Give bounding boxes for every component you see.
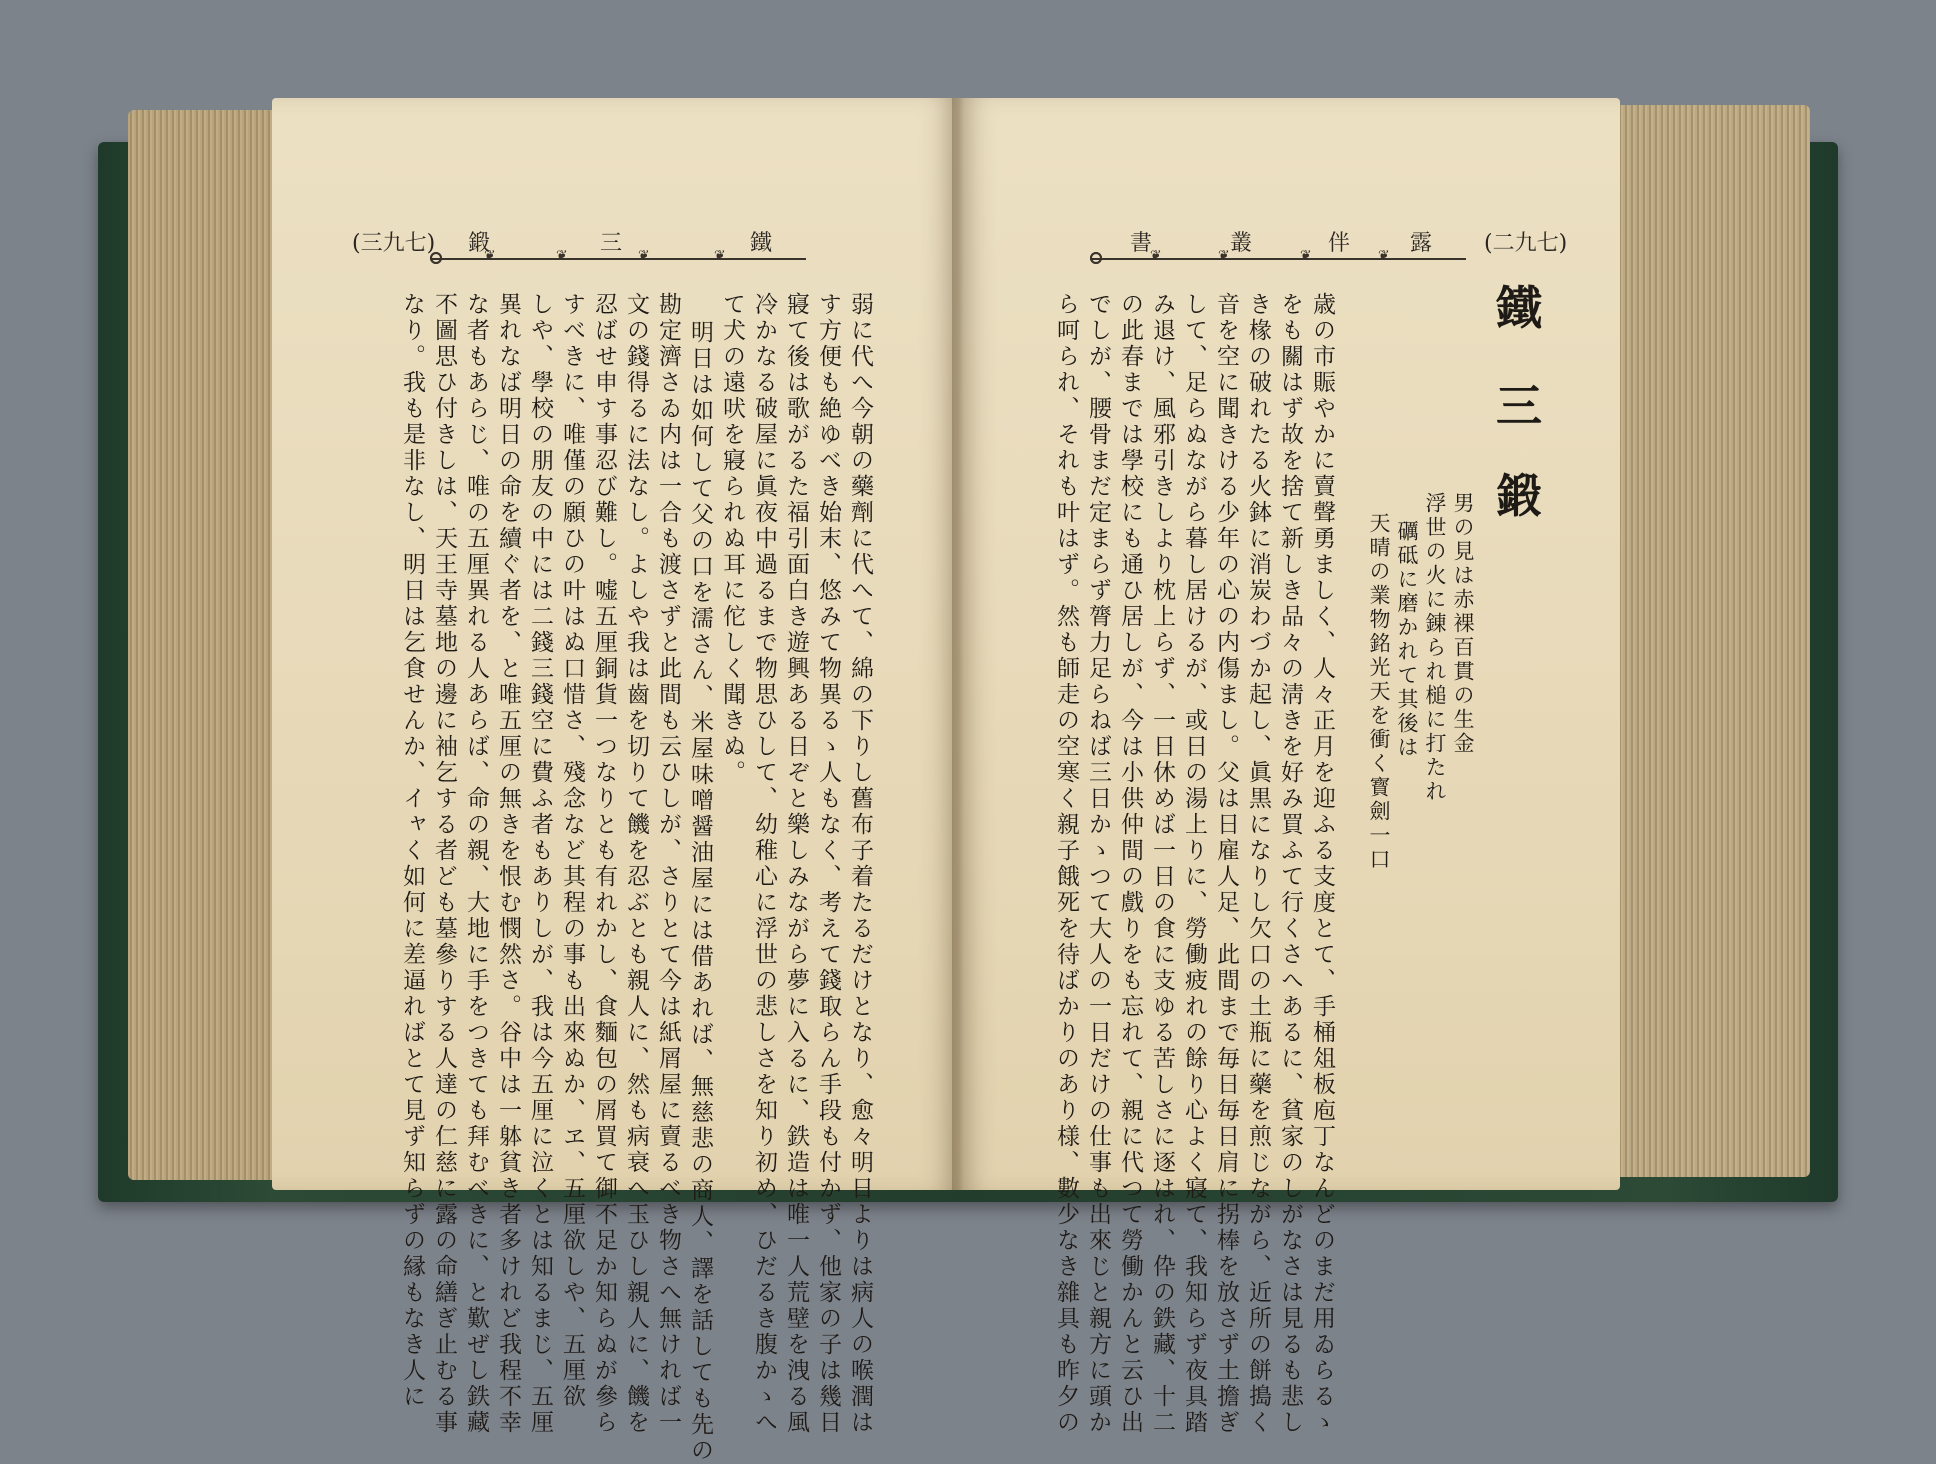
title-char: 鐵 (1496, 281, 1542, 335)
text-line: 歳の市賑やかに賣聲勇ましく、人々正月を迎ふる支度とて、手桶俎板庖丁なんどのまだ用ゐらるゝ (1309, 292, 1335, 1436)
text-line: の此春までは學校にも通ひ居しが、今は小供仲間の戲りをも忘れて、親に代つて勞働かんと云ひ出 (1117, 292, 1143, 1436)
title-char: 三 (1496, 379, 1542, 433)
text-line: 忍ばせ申す事忍び難し。嘘五厘銅貨一つなりとも有れかし、食麵包の屑買て御不足か知らぬが參ら (591, 292, 617, 1436)
text-line: しや、學校の朋友の中には二錢三錢空に費ふ者もありしが、我は今五厘に泣くとは知るまじ、五厘 (527, 292, 553, 1436)
left-page-number: (三九七) (352, 231, 436, 256)
header-ornament-icon: ❦ (1300, 248, 1312, 264)
text-line: 不圖思ひ付きしは、天王寺墓地の邊に袖乞する者ども墓參りする人達の仁慈に露の命繕ぎ止むる事 (431, 292, 457, 1436)
text-line: 勘定濟さゐ内は一合も渡さずと此間も云ひしが、さりとて今は紙屑屋に賣るべき物さへ無ければ一 (655, 292, 681, 1436)
text-line: 明日は如何して父の口を濡さん、米屋味噌醤油屋には借あれば、無慈悲の商人、譯を話しても先の (687, 320, 713, 1464)
text-line: ら呵られ、それも叶はず。然も師走の空寒く親子餓死を待ばかりのあり様、數少なき雜具も昨夕の (1053, 292, 1079, 1436)
running-head-char: 鐵 (750, 231, 773, 256)
header-ornament-icon: ❦ (556, 248, 568, 264)
text-line: な者もあらじ、唯の五厘異れる人あらば、命の親、大地に手をつきても拜むべきに、と歎ぜし鉄藏 (463, 292, 489, 1436)
running-head-char: 書 (1130, 231, 1153, 256)
text-line: 冷かなる破屋に眞夜中過るまで物思ひして、幼稚心に浮世の悲しさを知り初め、ひだるき腹かゝへ (751, 292, 777, 1436)
text-line: て犬の遠吠を寢られぬ耳に佗しく聞きぬ。 (719, 292, 745, 786)
text-line: す方便も絶ゆべき始末、悠みて物異るゝ人もなく、考えて錢取らん手段も付かず、他家の子は幾日 (815, 292, 841, 1436)
running-head-char: 露 (1410, 231, 1433, 256)
header-ornament-icon: ❦ (714, 248, 726, 264)
text-line: 文の錢得るに法なし。よしや我は齒を切りて饑を忍ぶとも親人に、然も病衰へ玉ひし親人に、饑を (623, 292, 649, 1436)
epigraph-line: 浮世の火に錬られ槌に打たれ (1423, 492, 1447, 804)
running-head-char: 伴 (1328, 231, 1351, 256)
text-line: なり。我も是非なし、明日は乞食せんか、イャく如何に差逼ればとて見ず知らずの縁もなき人に (399, 292, 425, 1410)
text-line: 異れなば明日の命を續ぐ者を、と唯五厘の無きを恨む憫然さ。谷中は一躰貧き者多けれど我程不幸 (495, 292, 521, 1436)
text-line: き椽の破れたる火鉢に消炭わづか起し、眞黒になりし欠口の土瓶に藥を煎じながら、近所の餅搗く (1245, 292, 1271, 1436)
epigraph-line: 男の見は赤裸百貫の生金 (1451, 492, 1475, 756)
title-char: 鍛 (1496, 469, 1542, 523)
text-line: でしが、腰骨まだ定まらず膂力足らねば三日かゝつて大人の一日だけの仕事も出來じと親方に頭か (1085, 292, 1111, 1436)
text-line: 寢て後は歌がるた福引面白き遊興ある日ぞと樂しみながら夢に入るに、鉄造は唯一人荒壁を洩る風 (783, 292, 809, 1436)
running-head-char: 鍛 (468, 231, 491, 256)
header-ornament-icon: ❦ (484, 248, 496, 264)
text-line: み退け、風邪引きしより枕上らず、一日休めば一日の食に支ゆる苦しさに逐はれ、伜の鉄藏、十二 (1149, 292, 1175, 1436)
header-ornament-icon: ❦ (638, 248, 650, 264)
page-edges-right (1605, 105, 1810, 1177)
epigraph-line: 天晴の業物銘光天を衝く寳劍一口 (1367, 512, 1391, 872)
header-ornament-icon: ❦ (1218, 248, 1230, 264)
running-head-char: 叢 (1230, 231, 1253, 256)
header-ornament-icon: ❦ (1150, 248, 1162, 264)
right-running-head (1090, 226, 1450, 256)
text-line: をも關はず故を捨て新しき品々の淸きを好み買ふて行くさへあるに、貧家のしがなさは見るも悲し (1277, 292, 1303, 1436)
left-running-head (460, 226, 780, 256)
text-line: すべきに、唯僅の願ひの叶はぬ口惜さ、殘念など其程の事も出來ぬか、ヱ、五厘欲しや、五厘欲 (559, 292, 585, 1410)
epigraph-line: 礪砥に磨かれて其後は (1395, 520, 1419, 760)
running-head-char: 三 (600, 231, 623, 256)
text-line: 音を空に聞きける少年の心の内傷まし。父は日雇人足、此間まで毎日毎日肩に拐棒を放さず土擔ぎ (1213, 292, 1239, 1436)
text-line: して、足らぬながら暮し居けるが、或日の湯上りに、勞働疲れの餘り心よく寢て、我知らず夜具踏 (1181, 292, 1207, 1436)
right-header-rule (1090, 258, 1466, 260)
right-page-number: (二九七) (1484, 231, 1568, 256)
text-line: 弱に代へ今朝の藥劑に代へて、綿の下りし舊布子着たるだけとなり、愈々明日よりは病人の喉潤は (847, 292, 873, 1436)
book-gutter (952, 98, 964, 1190)
header-ornament-icon: ❦ (1378, 248, 1390, 264)
